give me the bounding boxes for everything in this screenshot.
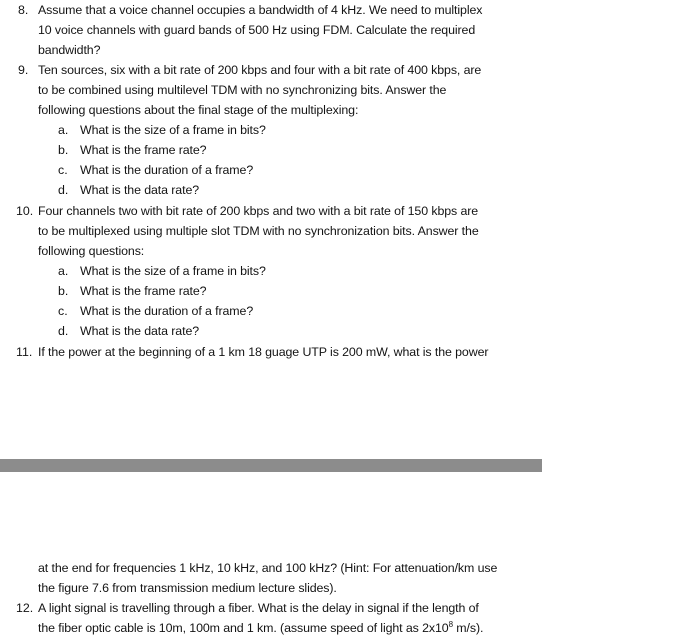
q11-line-3: the figure 7.6 from transmission medium lecture slides). [38, 581, 337, 595]
q9-sub-a-label: a. [58, 123, 69, 137]
q12-line-2-end: m/s). [452, 621, 484, 635]
q12-line-2 [38, 620, 483, 636]
q9-sub-a-text: What is the size of a frame in bits? [80, 123, 266, 137]
q9-line-2: to be combined using multilevel TDM with no synchronizing bits. Answer the [38, 83, 447, 97]
q10-line-2: to be multiplexed using multiple slot TDM with no synchronization bits. Answer the [38, 224, 479, 238]
q9-sub-d-label: d. [58, 183, 69, 197]
q10-sub-b-label: b. [58, 284, 69, 298]
q10-sub-d-label: d. [58, 324, 69, 338]
q11-number: 11. [16, 345, 33, 359]
q9-sub-b-label: b. [58, 143, 69, 157]
q10-number: 10. [16, 204, 34, 218]
q12-line-1: A light signal is travelling through a fiber. What is the delay in signal if the length of [38, 601, 479, 615]
q9-sub-d-text: What is the data rate? [80, 183, 200, 197]
q10-sub-b-text: What is the frame rate? [80, 284, 207, 298]
q10-sub-a-text: What is the size of a frame in bits? [80, 264, 266, 278]
q9-sub-c-text: What is the duration of a frame? [80, 163, 254, 177]
q9-line-1: Ten sources, six with a bit rate of 200 kbps and four with a bit rate of 400 kbps, are [38, 63, 482, 77]
q10-line-1: Four channels two with bit rate of 200 kbps and two with a bit rate of 150 kbps are [38, 204, 479, 218]
q8-line-1: Assume that a voice channel occupies a bandwidth of 4 kHz. We need to multiplex [38, 3, 483, 17]
q10-sub-c-text: What is the duration of a frame? [80, 304, 254, 318]
q9-sub-b-text: What is the frame rate? [80, 143, 207, 157]
q10-line-3: following questions: [38, 244, 145, 258]
q8-line-3: bandwidth? [38, 43, 101, 57]
q8-line-2: 10 voice channels with guard bands of 500 Hz using FDM. Calculate the required [38, 23, 476, 37]
q10-sub-a-label: a. [58, 264, 69, 278]
q8-number: 8. [18, 3, 29, 17]
q9-sub-c-label: c. [58, 163, 68, 177]
q10-sub-d-text: What is the data rate? [80, 324, 200, 338]
q10-sub-c-label: c. [58, 304, 68, 318]
q11-line-1: If the power at the beginning of a 1 km 18 guage UTP is 200 mW, what is the power [38, 345, 489, 359]
q9-line-3: following questions about the final stage of the multiplexing: [38, 103, 359, 117]
q11-line-2: at the end for frequencies 1 kHz, 10 kHz, and 100 kHz? (Hint: For attenuation/km use [38, 561, 498, 575]
q12-line-2-text: the fiber optic cable is 10m, 100m and 1 km. (assume speed of light as 2x10 [38, 621, 449, 635]
q9-number: 9. [18, 63, 29, 77]
q12-exponent: 8 [448, 620, 453, 629]
page-break-bar [0, 459, 542, 472]
q12-number: 12. [16, 601, 34, 615]
